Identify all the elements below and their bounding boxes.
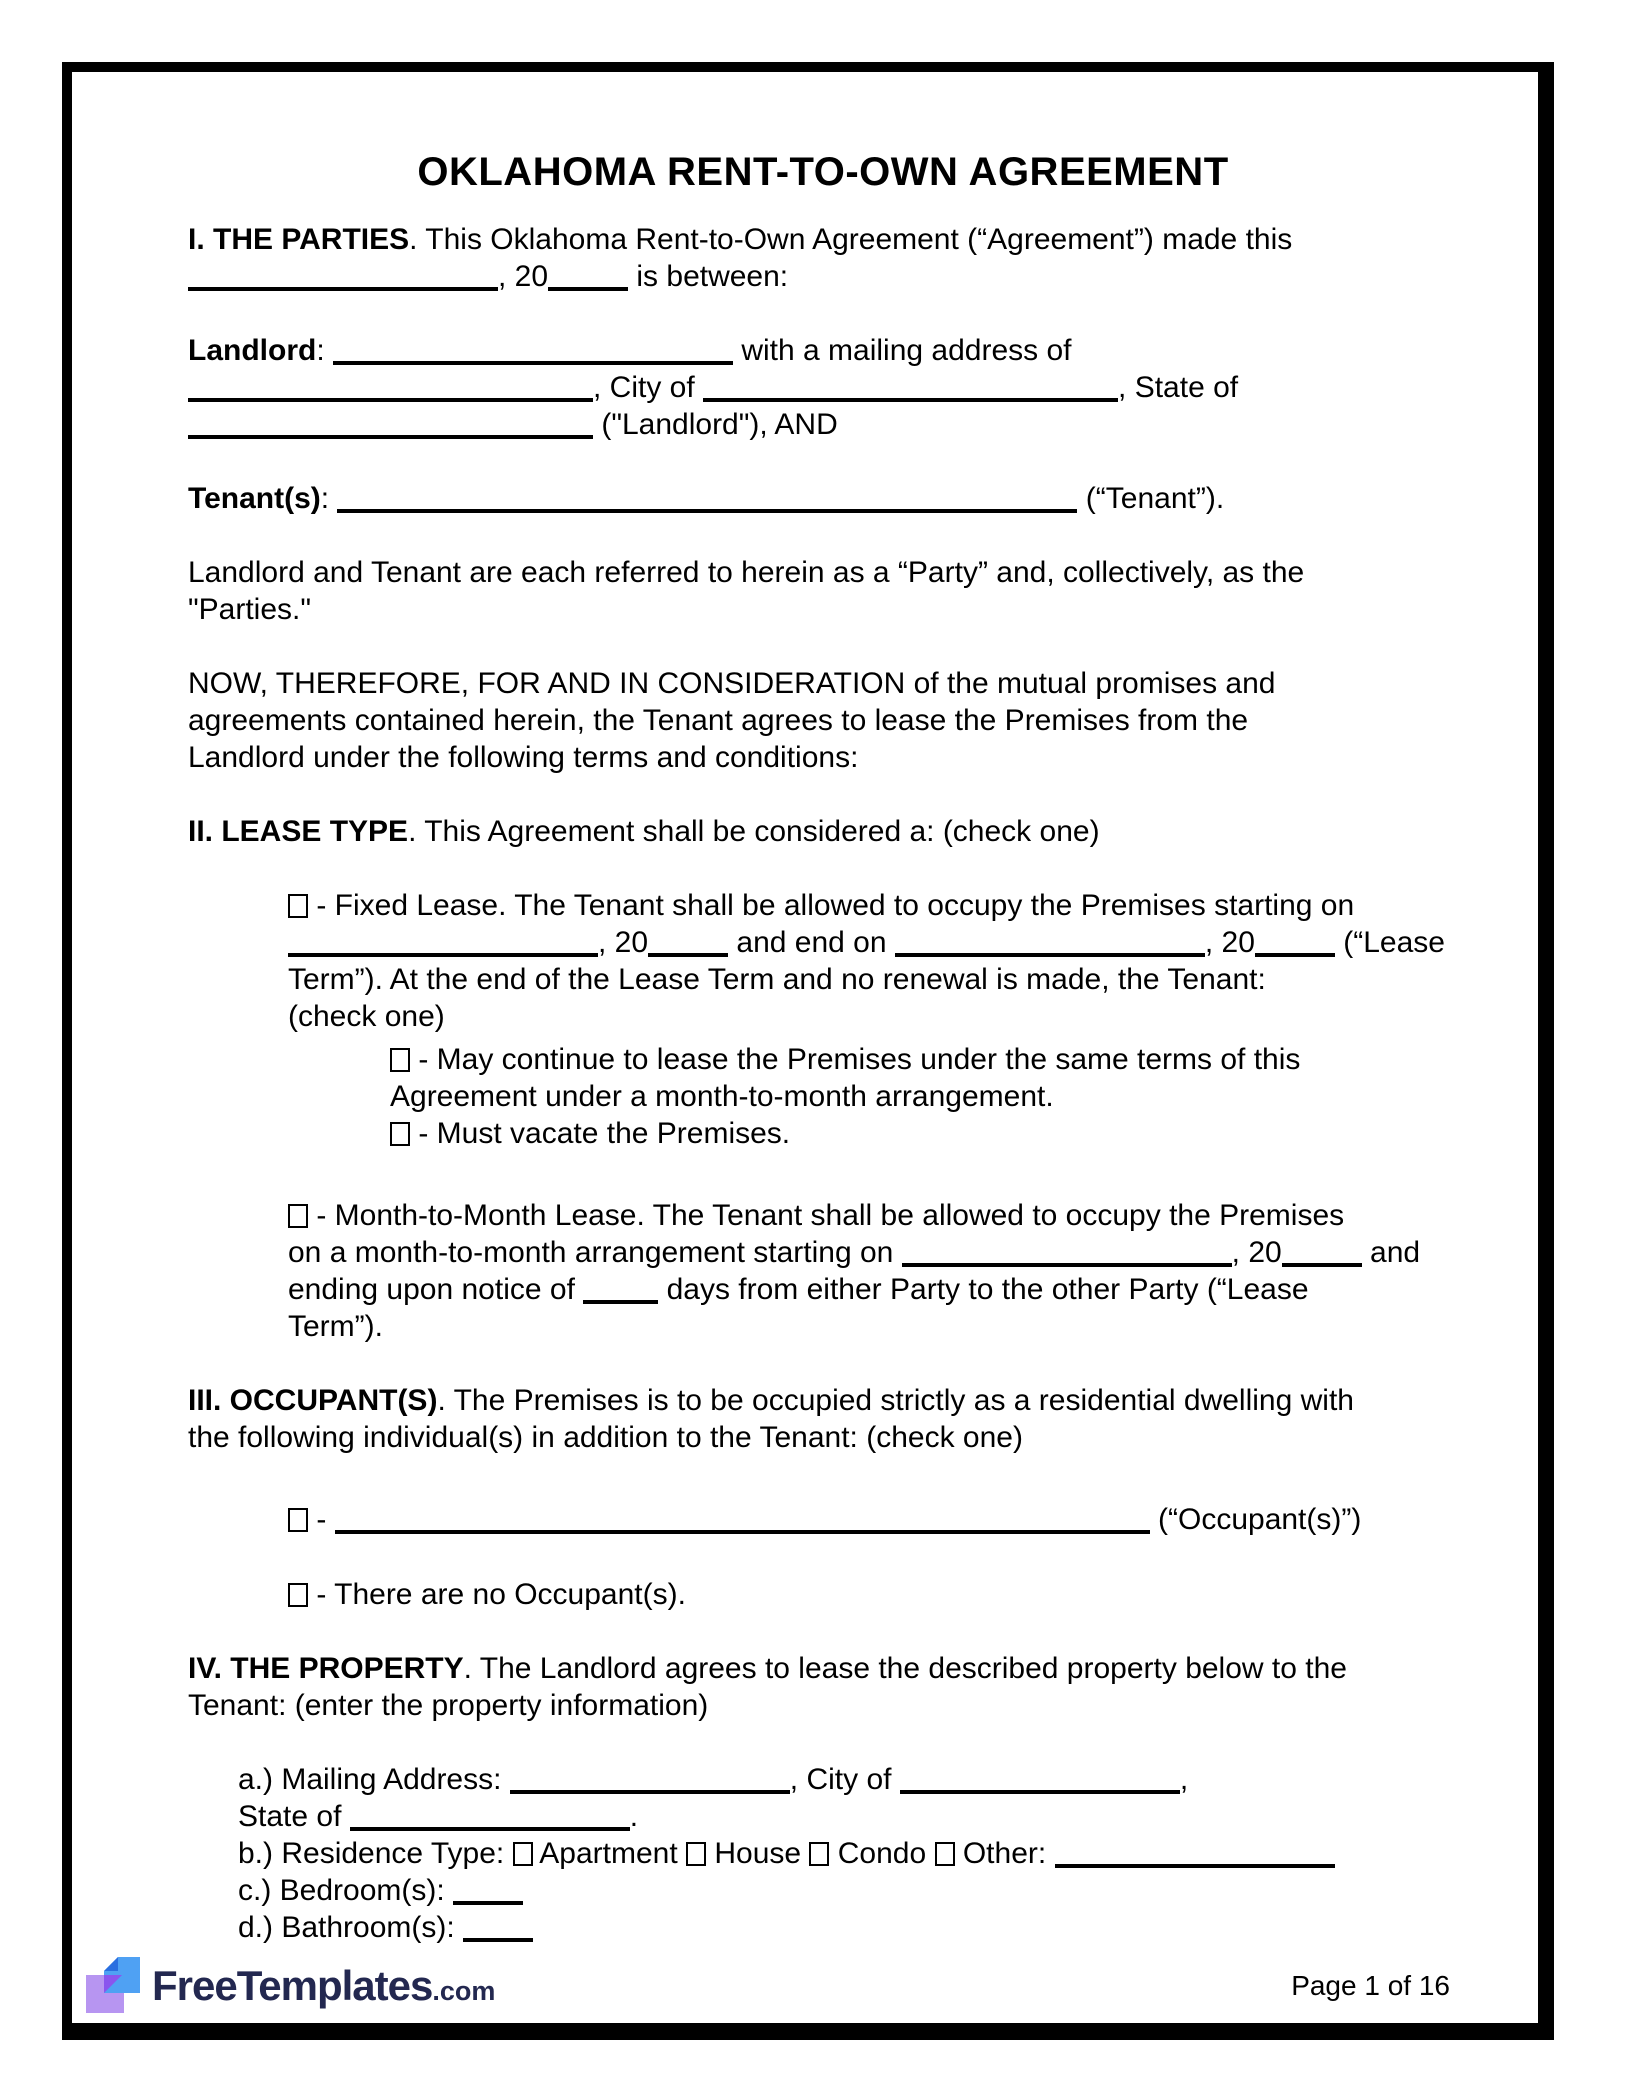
fixed-end-on-text: and end on (728, 926, 895, 959)
residence-house-label: House (706, 1837, 810, 1870)
blank-occupant-names[interactable] (335, 1530, 1150, 1534)
landlord-colon: : (316, 334, 333, 367)
residence-apartment-checkbox[interactable] (513, 1842, 533, 1866)
residence-other-checkbox[interactable] (935, 1842, 955, 1866)
occupant-names-option (288, 1501, 1458, 1538)
property-text-line2: Tenant: (enter the property information) (188, 1689, 709, 1722)
m2m-line1: - Month-to-Month Lease. The Tenant shall be allowed to occupy the Premises (308, 1199, 1345, 1232)
residence-other-label: Other: (954, 1837, 1055, 1870)
brand-suffix: .com (432, 1976, 496, 2006)
residence-house-checkbox[interactable] (686, 1842, 706, 1866)
no-occupants-checkbox[interactable] (288, 1583, 308, 1607)
consideration-line1: NOW, THEREFORE, FOR AND IN CONSIDERATION of the mutual promises and (188, 667, 1276, 700)
m2m-year-text: , 20 (1231, 1236, 1282, 1269)
fixed-lease-checkbox[interactable] (288, 894, 308, 918)
prop-state-text: State of (238, 1800, 350, 1833)
consideration-line2: agreements contained herein, the Tenant agrees to lease the Premises from the (188, 704, 1249, 737)
blank-agreement-date[interactable] (188, 287, 498, 291)
fixed-lease-open-quote: (“Lease (1334, 926, 1445, 959)
blank-fixed-start-date[interactable] (288, 953, 598, 957)
residence-apartment-label: Apartment (532, 1837, 687, 1870)
parties-text: . This Oklahoma Rent-to-Own Agreement (“Agreement”) made this (409, 223, 1293, 256)
may-continue-line2: Agreement under a month-to-month arrangement. (390, 1080, 1054, 1113)
blank-fixed-end-date[interactable] (895, 953, 1205, 957)
prop-mailing-label: a.) Mailing Address: (238, 1763, 510, 1796)
consideration-clause (188, 665, 1458, 776)
blank-fixed-start-year[interactable] (648, 953, 728, 957)
m2m-line3-start: ending upon notice of (288, 1273, 584, 1306)
page-footer (84, 1957, 1450, 2015)
property-heading-clause (188, 1650, 1458, 1724)
no-occupants-text: - There are no Occupant(s). (308, 1578, 686, 1611)
prop-bathrooms-label: d.) Bathroom(s): (238, 1911, 464, 1944)
blank-property-address[interactable] (510, 1790, 790, 1794)
blank-fixed-end-year[interactable] (1255, 953, 1335, 957)
property-text-line1: . The Landlord agrees to lease the described property below to the (463, 1652, 1347, 1685)
blank-landlord-address[interactable] (188, 398, 593, 402)
year-prefix-text: , 20 (498, 260, 549, 293)
residence-condo-checkbox[interactable] (809, 1842, 829, 1866)
page-number: Page 1 of 16 (1291, 1970, 1450, 2001)
occupant-dash-text: - (308, 1503, 335, 1536)
fixed-lease-line1: - Fixed Lease. The Tenant shall be allowed to occupy the Premises starting on (308, 889, 1355, 922)
freetemplates-logo (84, 1957, 495, 2015)
occupant-suffix-text: (“Occupant(s)”) (1149, 1503, 1362, 1536)
document-page-frame (62, 62, 1554, 2040)
landlord-label: Landlord (188, 334, 317, 367)
blank-m2m-start-year[interactable] (1282, 1263, 1362, 1267)
tenant-clause (188, 480, 1458, 517)
must-vacate-option (390, 1115, 1458, 1152)
brand-name: FreeTemplates (152, 1962, 433, 2009)
fixed-lease-line3: Term”). At the end of the Lease Term and no renewal is made, the Tenant: (288, 963, 1266, 996)
referred-line2: "Parties." (188, 593, 312, 626)
must-vacate-checkbox[interactable] (390, 1122, 410, 1146)
prop-comma-text: , (1179, 1763, 1189, 1796)
landlord-mailing-text: with a mailing address of (733, 334, 1072, 367)
occupants-text-line2: the following individual(s) in addition to the Tenant: (check one) (188, 1421, 1023, 1454)
landlord-suffix-text: ("Landlord"), AND (593, 408, 838, 441)
tenant-suffix-text: (“Tenant”). (1077, 482, 1225, 515)
fixed-year2-text: , 20 (1204, 926, 1255, 959)
may-continue-checkbox[interactable] (390, 1048, 410, 1072)
blank-property-city[interactable] (900, 1790, 1180, 1794)
fixed-year1-text: , 20 (598, 926, 649, 959)
lease-type-heading: II. LEASE TYPE (188, 815, 409, 848)
document-title: OKLAHOMA RENT-TO-OWN AGREEMENT (417, 150, 1229, 194)
may-continue-line1: - May continue to lease the Premises under the same terms of this (410, 1043, 1301, 1076)
consideration-line3: Landlord under the following terms and conditions: (188, 741, 859, 774)
occupants-text-line1: . The Premises is to be occupied strictly as a residential dwelling with (437, 1384, 1354, 1417)
occupants-heading: III. OCCUPANT(S) (188, 1384, 438, 1417)
landlord-clause (188, 332, 1458, 443)
occupant-names-checkbox[interactable] (288, 1508, 308, 1532)
property-heading: IV. THE PROPERTY (188, 1652, 464, 1685)
fixed-lease-option (288, 887, 1458, 1035)
m2m-and-text: and (1361, 1236, 1421, 1269)
blank-m2m-start-date[interactable] (902, 1263, 1232, 1267)
parties-heading: I. THE PARTIES (188, 223, 410, 256)
tenant-colon: : (320, 482, 338, 515)
blank-tenant-name[interactable] (337, 509, 1077, 513)
prop-residence-label: b.) Residence Type: (238, 1837, 513, 1870)
no-occupants-option (288, 1576, 1458, 1613)
prop-bedrooms-label: c.) Bedroom(s): (238, 1874, 454, 1907)
may-continue-option (390, 1041, 1458, 1115)
blank-landlord-city[interactable] (703, 398, 1118, 402)
blank-property-state[interactable] (350, 1827, 630, 1831)
tenant-label: Tenant(s) (188, 482, 321, 515)
occupants-heading-clause (188, 1382, 1458, 1456)
blank-landlord-state[interactable] (188, 435, 593, 439)
fixed-lease-line4: (check one) (288, 1000, 445, 1033)
blank-landlord-name[interactable] (333, 361, 733, 365)
lease-type-heading-clause (188, 813, 1458, 850)
month-to-month-checkbox[interactable] (288, 1204, 308, 1228)
blank-bedrooms[interactable] (453, 1901, 523, 1905)
residence-condo-label: Condo (829, 1837, 935, 1870)
month-to-month-option (288, 1197, 1458, 1345)
landlord-state-text: , State of (1118, 371, 1239, 404)
blank-bathrooms[interactable] (463, 1938, 533, 1942)
prop-period-text: . (629, 1800, 639, 1833)
referred-line1: Landlord and Tenant are each referred to herein as a “Party” and, collectively, as the (188, 556, 1305, 589)
freetemplates-logo-icon (84, 1957, 142, 2015)
parties-clause (188, 221, 1458, 295)
between-text: is between: (628, 260, 789, 293)
property-details-list (238, 1761, 1458, 1946)
m2m-line4: Term”). (288, 1310, 383, 1343)
lease-type-text: . This Agreement shall be considered a: (check one) (408, 815, 1100, 848)
prop-city-text: , City of (789, 1763, 900, 1796)
blank-agreement-year[interactable] (548, 287, 628, 291)
blank-residence-other[interactable] (1055, 1864, 1335, 1868)
landlord-city-text: , City of (593, 371, 704, 404)
parties-referred-clause (188, 554, 1458, 628)
m2m-line3-end: days from either Party to the other Party (“Lease (658, 1273, 1309, 1306)
must-vacate-text: - Must vacate the Premises. (410, 1117, 791, 1150)
blank-m2m-notice-days[interactable] (583, 1300, 658, 1304)
m2m-line2-start: on a month-to-month arrangement starting on (288, 1236, 902, 1269)
